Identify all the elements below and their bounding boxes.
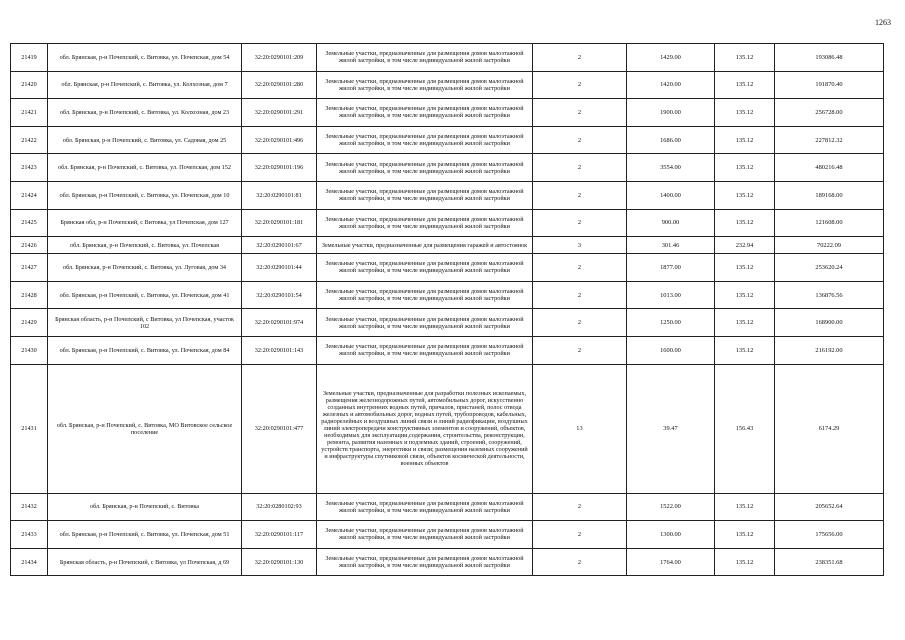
area-cell: 1250.00: [627, 309, 715, 337]
rate-cell: 135.12: [715, 493, 775, 521]
address-cell: обл. Брянская, р-н Почепский, с. Витовка, ул. Колхозная, дом 7: [48, 71, 242, 99]
cadastral-number-cell: 32:20:0290101:196: [242, 154, 317, 182]
group-cell: 2: [533, 99, 627, 127]
page-number: 1263: [875, 18, 891, 27]
group-cell: 2: [533, 44, 627, 72]
row-id-cell: 21420: [11, 71, 48, 99]
address-cell: обл. Брянская, р-н Почепский, с. Витовка, ул. Луговая, дом 34: [48, 254, 242, 282]
land-use-cell: Земельные участки, предназначенные для размещения домов малоэтажной жилой застройки, в том числе индивидуальной жилой застройки: [317, 71, 533, 99]
rate-cell: 135.12: [715, 309, 775, 337]
rate-cell: 135.12: [715, 126, 775, 154]
rate-cell: 135.12: [715, 99, 775, 127]
row-id-cell: 21425: [11, 209, 48, 237]
land-use-cell: Земельные участки, предназначенные для разработки полезных ископаемых, размещения железнодорожных путей, автомобильных дорог, искусственно созданных внутренних водных путей, причалов, пристаней, полос отвода железных и автомобильных дорог, водных путей, трубопроводов, кабельных, радиорелейных и воздушных линий связи и линий радиофикации, воздушных линий электропередачи конструктивных элементов и сооружений, объектов, необходимых для эксплуатации,содержания, строительства, реконструкции, ремонта, развития наземных и подземных зданий, строений, сооружений, устройств транспорта, энергетики и связи; размещения наземных сооружений и инфраструктуры спутниковой связи, объектов космической деятельности, военных объектов: [317, 364, 533, 493]
table-row: [11, 71, 884, 99]
table-row: [11, 548, 884, 576]
area-cell: 1013.00: [627, 281, 715, 309]
address-cell: обл. Брянская, р-н Почепский, с. Витовка, ул. Садовая, дом 25: [48, 126, 242, 154]
area-cell: 1420.00: [627, 71, 715, 99]
cadastral-value-cell: 191870.40: [775, 71, 884, 99]
group-cell: 2: [533, 521, 627, 549]
address-cell: обл. Брянская, р-н Почепский, с. Витовка, МО Витовское сельское поселение: [48, 364, 242, 493]
land-use-cell: Земельные участки, предназначенные для размещения домов малоэтажной жилой застройки, в том числе индивидуальной жилой застройки: [317, 493, 533, 521]
address-cell: обл. Брянская, р-н Почепский, с. Витовка, ул. Почепская, дом 84: [48, 336, 242, 364]
group-cell: 2: [533, 209, 627, 237]
row-id-cell: 21421: [11, 99, 48, 127]
group-cell: 2: [533, 493, 627, 521]
land-use-cell: Земельные участки, предназначенные для размещения домов малоэтажной жилой застройки, в том числе индивидуальной жилой застройки: [317, 209, 533, 237]
area-cell: 1522.00: [627, 493, 715, 521]
address-cell: обл. Брянская, р-н Почепский, с. Витовка, ул. Почепская, дом 10: [48, 181, 242, 209]
row-id-cell: 21431: [11, 364, 48, 493]
land-use-cell: Земельные участки, предназначенные для размещения домов малоэтажной жилой застройки, в том числе индивидуальной жилой застройки: [317, 281, 533, 309]
area-cell: 900.00: [627, 209, 715, 237]
rate-cell: 135.12: [715, 209, 775, 237]
address-cell: обл. Брянская, р-н Почепский, с. Витовка: [48, 493, 242, 521]
table-row: [11, 521, 884, 549]
address-cell: Брянская область, р-н Почепский, с Витовка, ул Почепская, д 69: [48, 548, 242, 576]
rate-cell: 135.12: [715, 336, 775, 364]
area-cell: 1300.00: [627, 521, 715, 549]
row-id-cell: 21429: [11, 309, 48, 337]
address-cell: обл. Брянская, р-н Почепский, с. Витовка, ул. Почепская: [48, 237, 242, 254]
cadastral-number-cell: 32:20:0290101:54: [242, 281, 317, 309]
area-cell: 39.47: [627, 364, 715, 493]
land-use-cell: Земельные участки, предназначенные для размещения домов малоэтажной жилой застройки, в том числе индивидуальной жилой застройки: [317, 254, 533, 282]
cadastral-number-cell: 32:20:0290101:44: [242, 254, 317, 282]
table-row: [11, 336, 884, 364]
area-cell: 3554.00: [627, 154, 715, 182]
land-use-cell: Земельные участки, предназначенные для размещения домов малоэтажной жилой застройки, в том числе индивидуальной жилой застройки: [317, 309, 533, 337]
cadastral-number-cell: 32:20:0290101:81: [242, 181, 317, 209]
cadastral-value-cell: 238351.68: [775, 548, 884, 576]
land-use-cell: Земельные участки, предназначенные для размещения домов малоэтажной жилой застройки, в том числе индивидуальной жилой застройки: [317, 44, 533, 72]
group-cell: 2: [533, 281, 627, 309]
table-row: [11, 154, 884, 182]
address-cell: Брянская область, р-н Почепский, с Витовка, ул Почепская, участок 102: [48, 309, 242, 337]
table-row: [11, 126, 884, 154]
row-id-cell: 21419: [11, 44, 48, 72]
rate-cell: 156.43: [715, 364, 775, 493]
table-row: [11, 237, 884, 254]
row-id-cell: 21432: [11, 493, 48, 521]
group-cell: 2: [533, 71, 627, 99]
cadastral-value-cell: 227812.32: [775, 126, 884, 154]
group-cell: 2: [533, 548, 627, 576]
rate-cell: 135.12: [715, 281, 775, 309]
table-row: [11, 181, 884, 209]
rate-cell: 135.12: [715, 154, 775, 182]
rate-cell: 135.12: [715, 521, 775, 549]
address-cell: обл. Брянская, р-н Почепский, с. Витовка, ул. Почепская, дом 152: [48, 154, 242, 182]
row-id-cell: 21426: [11, 237, 48, 254]
row-id-cell: 21428: [11, 281, 48, 309]
address-cell: обл. Брянская, р-н Почепский, с. Витовка, ул. Почепская, дом 54: [48, 44, 242, 72]
cadastral-number-cell: 32:20:0290101:496: [242, 126, 317, 154]
row-id-cell: 21422: [11, 126, 48, 154]
rate-cell: 135.12: [715, 254, 775, 282]
cadastral-number-cell: 32:20:0280102:93: [242, 493, 317, 521]
cadastral-value-cell: 216192.00: [775, 336, 884, 364]
cadastral-number-cell: 32:20:0290101:209: [242, 44, 317, 72]
group-cell: 2: [533, 336, 627, 364]
land-use-cell: Земельные участки, предназначенные для размещения домов малоэтажной жилой застройки, в том числе индивидуальной жилой застройки: [317, 181, 533, 209]
group-cell: 2: [533, 154, 627, 182]
cadastral-value-cell: 136876.56: [775, 281, 884, 309]
group-cell: 2: [533, 126, 627, 154]
area-cell: 1686.00: [627, 126, 715, 154]
row-id-cell: 21433: [11, 521, 48, 549]
rate-cell: 135.12: [715, 71, 775, 99]
cadastral-number-cell: 32:20:0290101:477: [242, 364, 317, 493]
address-cell: Брянская обл, р-н Почепский, с Витовка, ул Почепская, дом 127: [48, 209, 242, 237]
group-cell: 2: [533, 254, 627, 282]
cadastral-number-cell: 32:20:0290101:130: [242, 548, 317, 576]
land-use-cell: Земельные участки, предназначенные для размещения гаражей и автостоянок: [317, 237, 533, 254]
area-cell: 1877.00: [627, 254, 715, 282]
cadastral-value-cell: 480216.48: [775, 154, 884, 182]
cadastral-number-cell: 32:20:0290101:67: [242, 237, 317, 254]
land-use-cell: Земельные участки, предназначенные для размещения домов малоэтажной жилой застройки, в том числе индивидуальной жилой застройки: [317, 521, 533, 549]
table-row: [11, 44, 884, 72]
area-cell: 1600.00: [627, 336, 715, 364]
address-cell: обл. Брянская, р-н Почепский, с. Витовка, ул. Почепская, дом 51: [48, 521, 242, 549]
cadastral-number-cell: 32:20:0290101:143: [242, 336, 317, 364]
group-cell: 3: [533, 237, 627, 254]
cadastral-value-cell: 175656.00: [775, 521, 884, 549]
table-body: [11, 44, 884, 576]
land-use-cell: Земельные участки, предназначенные для размещения домов малоэтажной жилой застройки, в том числе индивидуальной жилой застройки: [317, 336, 533, 364]
table-row: [11, 364, 884, 493]
cadastral-value-cell: 205652.64: [775, 493, 884, 521]
land-use-cell: Земельные участки, предназначенные для размещения домов малоэтажной жилой застройки, в том числе индивидуальной жилой застройки: [317, 126, 533, 154]
area-cell: 1900.00: [627, 99, 715, 127]
cadastral-value-cell: 70222.09: [775, 237, 884, 254]
row-id-cell: 21427: [11, 254, 48, 282]
cadastral-value-cell: 121608.00: [775, 209, 884, 237]
table-row: [11, 281, 884, 309]
group-cell: 2: [533, 309, 627, 337]
rate-cell: 135.12: [715, 548, 775, 576]
cadastral-number-cell: 32:20:0290101:280: [242, 71, 317, 99]
cadastral-table: [10, 43, 884, 576]
group-cell: 13: [533, 364, 627, 493]
group-cell: 2: [533, 181, 627, 209]
cadastral-value-cell: 256728.00: [775, 99, 884, 127]
address-cell: обл. Брянская, р-н Почепский, с. Витовка, ул. Колхозная, дом 23: [48, 99, 242, 127]
land-use-cell: Земельные участки, предназначенные для размещения домов малоэтажной жилой застройки, в том числе индивидуальной жилой застройки: [317, 99, 533, 127]
area-cell: 1764.00: [627, 548, 715, 576]
address-cell: обл. Брянская, р-н Почепский, с. Витовка, ул. Почепская, дом 41: [48, 281, 242, 309]
row-id-cell: 21423: [11, 154, 48, 182]
row-id-cell: 21424: [11, 181, 48, 209]
area-cell: 1429.00: [627, 44, 715, 72]
cadastral-value-cell: 189168.00: [775, 181, 884, 209]
table-row: [11, 309, 884, 337]
cadastral-number-cell: 32:20:0290101:291: [242, 99, 317, 127]
rate-cell: 232.94: [715, 237, 775, 254]
cadastral-value-cell: 168900.00: [775, 309, 884, 337]
table-row: [11, 209, 884, 237]
cadastral-number-cell: 32:20:0290101:117: [242, 521, 317, 549]
land-use-cell: Земельные участки, предназначенные для размещения домов малоэтажной жилой застройки, в том числе индивидуальной жилой застройки: [317, 548, 533, 576]
table-row: [11, 493, 884, 521]
area-cell: 1400.00: [627, 181, 715, 209]
land-use-cell: Земельные участки, предназначенные для размещения домов малоэтажной жилой застройки, в том числе индивидуальной жилой застройки: [317, 154, 533, 182]
cadastral-value-cell: 193086.48: [775, 44, 884, 72]
cadastral-value-cell: 6174.29: [775, 364, 884, 493]
cadastral-number-cell: 32:20:0290101:181: [242, 209, 317, 237]
area-cell: 301.46: [627, 237, 715, 254]
rate-cell: 135.12: [715, 181, 775, 209]
cadastral-value-cell: 253620.24: [775, 254, 884, 282]
table-row: [11, 99, 884, 127]
cadastral-number-cell: 32:20:0290101:974: [242, 309, 317, 337]
row-id-cell: 21434: [11, 548, 48, 576]
row-id-cell: 21430: [11, 336, 48, 364]
rate-cell: 135.12: [715, 44, 775, 72]
table-row: [11, 254, 884, 282]
